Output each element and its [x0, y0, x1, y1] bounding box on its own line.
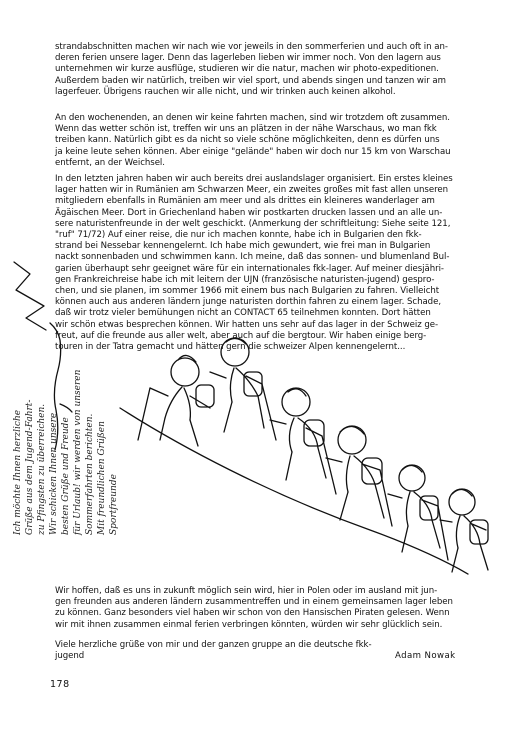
handwritten-line: Grüße aus dem Jugend-Fahrt-	[25, 399, 35, 535]
handwritten-line: Ich möchte Ihnen herzliche	[13, 409, 23, 535]
author-signature: Adam Nowak	[395, 651, 456, 661]
page-number: 178	[50, 679, 70, 690]
paragraph-auslandslager: In den letzten jahren haben wir auch bereits drei auslandslager organisiert. Ein erstes kleines lager hatten wir in Rumänien am Schwarzen Meer, ein zweites großes mit fast allen unseren mitgliedern ebenfalls in Rumänien am meer und als drittes ein kleineres wanderlager am Ägäischen Meer. Dort in Griechenland haben wir postkarten drucken lassen und an alle un- sere naturistenfreunde in der welt geschickt. (Anmerkung der schriftleitung: Siehe seite 121, "ruf" 71/72) Auf einer reise, die nur ich machen konnte, habe ich in Bulgarien den fkk- strand bei Nessebar kennengelernt. Ich habe mich gewundert, wie frei man in Bulgarien nackt sonnenbaden und schwimmen kann. Ich meine, daß das sonnen- und blumenland Bul- garien überhaupt sehr geeignet wäre für ein internationales fkk-lager. Auf meiner diesjähri- gen Frankreichreise habe ich mit leitern der UJN (französische naturisten-jugend) gespro- chen, und sie planen, im sommer 1966 mit einem bus nach Bulgarien zu fahren. Vielleicht können auch aus anderen ländern junge naturisten dorthin fahren zu einem lager. Schade, daß wir trotz vieler bemühungen nicht an CONTACT 65 teilnehmen konnten. Dort hätten wir schön etwas besprechen können. Wir hatten uns sehr auf das lager in der Schweiz ge- freut, auf die freunde aus aller welt, aber auch auf die bergtour. Wir haben einige berg- touren in der Tatra gemacht und hätten gern die schweizer Alpen kennengelernt...	[55, 174, 453, 353]
hiker-figure	[210, 338, 276, 440]
handwritten-line: Mit freundlichen Grüßen	[97, 421, 107, 535]
handwritten-line: Wir schicken Ihnen unsere	[49, 412, 59, 535]
hiker-figure	[270, 388, 326, 480]
paragraph-gruesse: Viele herzliche grüße von mir und der ganzen gruppe an die deutsche fkk-jugend	[55, 640, 372, 662]
handwritten-line: Sommerfahrten berichten.	[85, 413, 95, 535]
handwritten-line: besten Grüße und Freude	[61, 417, 71, 535]
handwritten-line: zu Pfingsten zu überreichen.	[37, 403, 47, 535]
hiker-figure	[388, 465, 440, 552]
paragraph-wochenenden: An den wochenenden, an denen wir keine fahrten machen, sind wir trotzdem oft zusammen. Wenn das wetter schön ist, treffen wir uns an plätzen in der nähe Warschaus, wo man fkk treiben kann. Natürlich gibt es da nicht so viele schöne möglichkeiten, denn es dürfen uns ja keine leute sehen können. Aber einige "gelände" haben wir doch nur 15 km von Warschau entfernt, an der Weichsel.	[55, 113, 451, 168]
handwritten-line: Sportfreunde	[109, 474, 119, 535]
handwritten-line: für Urlaub! wir werden von unseren	[73, 369, 83, 535]
handwritten-note	[12, 275, 120, 535]
hiker-figure	[326, 426, 384, 520]
paragraph-lager: strandabschnitten machen wir nach wie vor jeweils in den sommerferien und auch oft in an- deren ferien unsere lager. Denn das lagerleben lieben wir immer noch. Von den lagern aus unternehmen wir kurze ausflüge, studieren wir die natur, machen wir photo-expeditionen. Außerdem baden wir natürlich, treiben wir viel sport, und abends singen und tanzen wir am lagerfeuer. Übrigens rauchen wir alle nicht, und wir trinken auch keinen alkohol.	[55, 42, 448, 97]
hiker-figure	[440, 489, 488, 572]
paragraph-zukunft: Wir hoffen, daß es uns in zukunft möglich sein wird, hier in Polen oder im ausland mit jun- gen freunden aus anderen ländern zusammentreffen und in einem gemeinsamen lager leben zu können. Ganz besonders viel haben wir schon von den Hansischen Piraten gelesen. Wenn wir mit ihnen zusammen einmal ferien verbringen könnten, würden wir sehr glücklich sein.	[55, 586, 453, 630]
